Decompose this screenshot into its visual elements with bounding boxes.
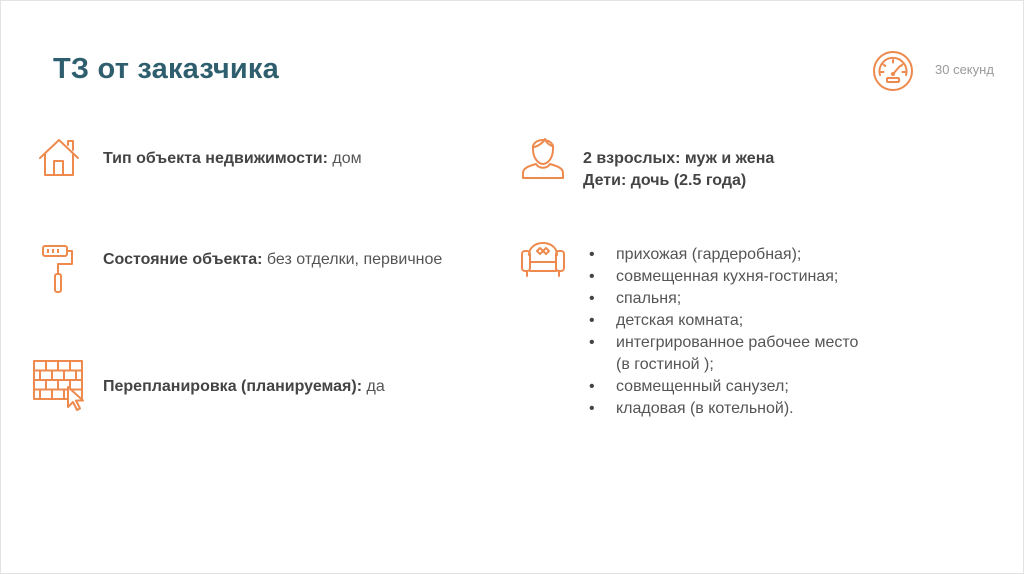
list-item: • совмещенный санузел; <box>589 376 896 398</box>
list-item: • прихожая (гардеробная); <box>589 244 896 266</box>
list-item: • спальня; <box>589 288 896 310</box>
page-title: ТЗ от заказчика <box>53 53 279 85</box>
list-item: • детская комната; <box>589 310 896 332</box>
list-item: • совмещенная кухня-гостиная; <box>589 266 896 288</box>
timer-label: 30 секунд <box>935 62 994 77</box>
replan-text <box>103 376 385 398</box>
family-children: Дети: дочь (2.5 года) <box>583 172 747 189</box>
object-type-value: дом <box>327 150 362 167</box>
house-icon <box>38 137 80 177</box>
family-adults: 2 взрослых: муж и жена <box>583 150 775 167</box>
brick-wall-icon <box>32 359 86 413</box>
family-text <box>583 148 774 192</box>
object-state-value: без отделки, первичное <box>262 251 443 268</box>
paint-roller-icon <box>41 244 75 294</box>
rooms-list <box>589 244 896 420</box>
replan-value: да <box>362 378 385 395</box>
object-type-label: Тип объекта недвижимости: <box>103 150 328 167</box>
object-state-label: Состояние объекта: <box>103 251 263 268</box>
replan-label: Перепланировка (планируемая): <box>103 378 363 395</box>
speedometer-icon <box>871 48 915 92</box>
object-state-text <box>103 249 442 271</box>
person-icon <box>521 131 565 179</box>
list-item: • кладовая (в котельной). <box>589 398 896 420</box>
object-type-text <box>103 148 362 170</box>
list-item: • интегрированное рабочее место (в гостиной ); <box>589 332 866 376</box>
armchair-icon <box>520 235 566 279</box>
